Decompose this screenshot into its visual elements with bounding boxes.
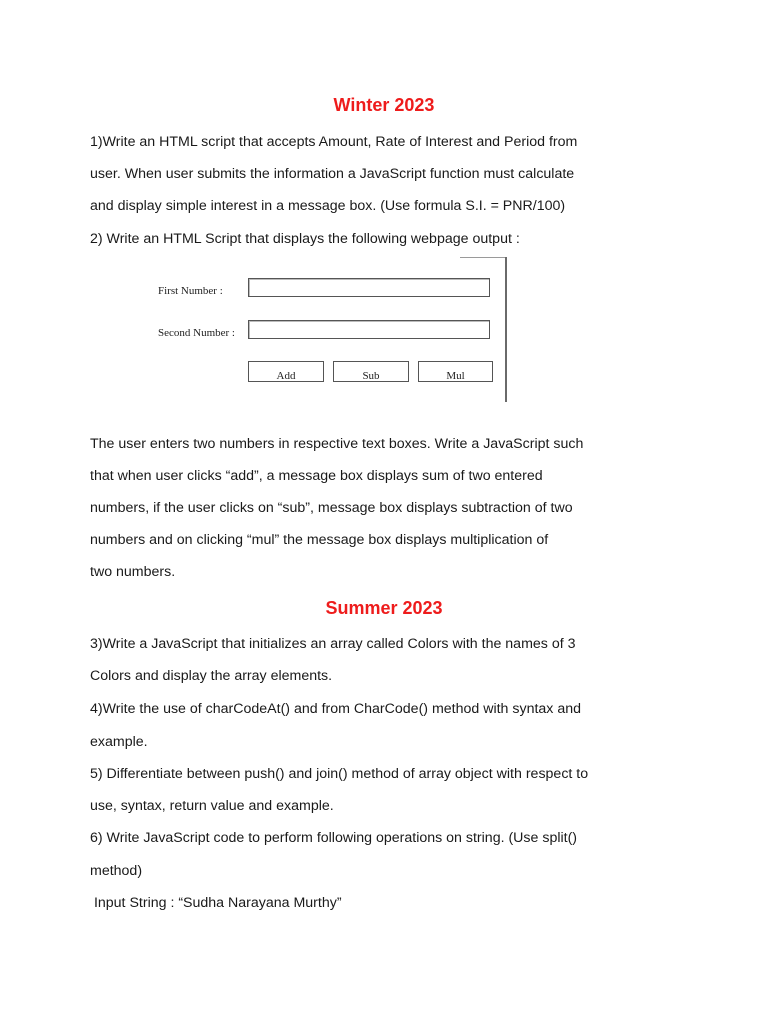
question-1-line-1: 1)Write an HTML script that accepts Amount, Rate of Interest and Period from (90, 134, 578, 150)
question-1-line-3: and display simple interest in a message box. (Use formula S.I. = PNR/100) (90, 198, 566, 214)
mul-button-figure: Mul (418, 361, 493, 382)
sub-button-figure: Sub (333, 361, 409, 382)
question-2-line-1: 2) Write an HTML Script that displays the following webpage output : (90, 231, 520, 247)
question-2-desc-line-4: numbers and on clicking “mul” the message box displays multiplication of (90, 532, 549, 548)
add-button-figure: Add (248, 361, 324, 382)
first-number-input (248, 278, 490, 297)
question-5-line-2: use, syntax, return value and example. (90, 798, 334, 814)
question-6-line-1: 6) Write JavaScript code to perform following operations on string. (Use split() (90, 830, 578, 846)
question-3-line-1: 3)Write a JavaScript that initializes an array called Colors with the names of 3 (90, 636, 576, 652)
figure-border-right (505, 257, 507, 402)
second-number-input (248, 320, 490, 339)
input-string-line: Input String : “Sudha Narayana Murthy” (90, 895, 342, 911)
question-1-line-2: user. When user submits the information a JavaScript function must calculate (90, 166, 575, 182)
figure-border-top (460, 257, 507, 258)
question-2-desc-line-3: numbers, if the user clicks on “sub”, message box displays subtraction of two (90, 500, 573, 516)
question-4-line-2: example. (90, 734, 148, 750)
question-5-line-1: 5) Differentiate between push() and join() method of array object with respect to (90, 766, 589, 782)
second-number-label: Second Number : (158, 327, 235, 339)
heading-winter-2023: Winter 2023 (333, 95, 435, 115)
question-6-line-2: method) (90, 863, 143, 879)
first-number-label: First Number : (158, 285, 223, 297)
question-2-desc-line-2: that when user clicks “add”, a message box displays sum of two entered (90, 468, 543, 484)
question-4-line-1: 4)Write the use of charCodeAt() and from CharCode() method with syntax and (90, 701, 582, 717)
webpage-output-figure (140, 257, 508, 402)
question-3-line-2: Colors and display the array elements. (90, 668, 333, 684)
heading-summer-2023: Summer 2023 (325, 598, 443, 618)
question-2-desc-line-5: two numbers. (90, 564, 176, 580)
question-2-desc-line-1: The user enters two numbers in respective text boxes. Write a JavaScript such (90, 436, 584, 452)
